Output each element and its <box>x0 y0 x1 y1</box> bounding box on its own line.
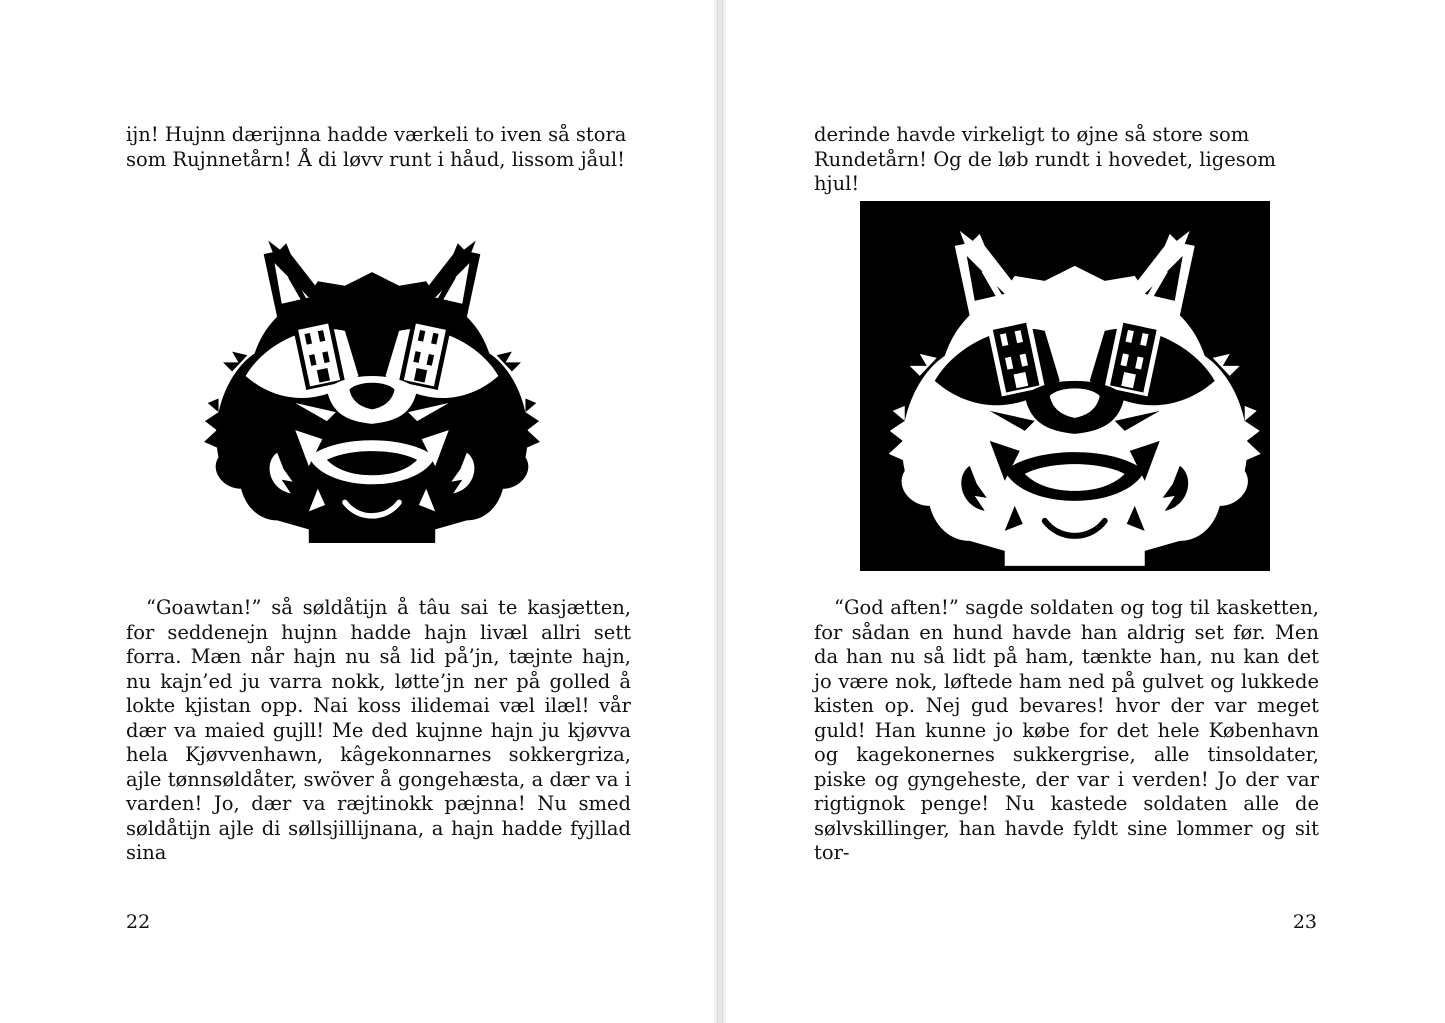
left-page-body <box>126 596 631 866</box>
right-body-paragraph: “God aften!” sagde soldaten og tog til kasketten, for sådan en hund havde han aldrig set før. Men da han nu så lidt på ham, tænkte han, nu kan det jo være nok, løftede ham ned på gulvet og lukkede kisten op. Nej gud bevares! hvor der var meget guld! Han kunne jo købe for det hele København og kagekonernes sukkergrise, alle tinsoldater, piske og gyngeheste, der var i verden! Jo der var rigtignok penge! Nu kastede soldaten alle de sølvskillinger, han havde fyldt sine lommer og sit tor- <box>814 596 1319 864</box>
left-illustration <box>190 218 554 552</box>
right-illustration <box>860 201 1270 571</box>
left-top-paragraph: ijn! Hujnn dærijnna hadde værkeli to iven så stora som Rujnnetårn! Å di løvv runt i håud, lissom jåul! <box>126 123 627 171</box>
left-page-top-text <box>126 123 631 172</box>
left-page <box>0 0 714 1023</box>
right-page-number: 23 <box>1292 911 1317 933</box>
left-page-number: 22 <box>126 911 151 933</box>
right-page-body <box>814 596 1319 866</box>
left-body-paragraph: “Goawtan!” så søldåtijn å tâu sai te kasjætten, for seddenejn hujnn hadde hajn livæl allri sett forra. Mæn når hajn nu så lid på’jn, tæjnte hajn, nu kajn’ed ju varra nokk, løtte’jn ner på golled å lokte kjistan opp. Nai koss ilidemai væl ilæl! vår dær va maied gujll! Me ded kujnne hajn ju kjøvva hela Kjøvvenhawn, kâgekonnarnes sokkergriza, ajle tønnsøldåter, swöver å gongehæsta, a dær va i varden! Jo, dær va ræjtinokk pæjnna! Nu smed søldåtijn ajle di søllsjillijnana, a hajn hadde fyjllad sina <box>126 596 631 864</box>
dog-with-tower-eyes-papercut-icon <box>190 218 554 552</box>
dog-with-tower-eyes-papercut-inverted-icon <box>860 201 1270 571</box>
right-page <box>726 0 1445 1023</box>
right-page-top-text <box>814 123 1319 197</box>
right-top-paragraph: derinde havde virkeligt to øjne så store som Rundetårn! Og de løb rundt i hovedet, ligesom hjul! <box>814 123 1276 195</box>
book-gutter <box>714 0 726 1023</box>
